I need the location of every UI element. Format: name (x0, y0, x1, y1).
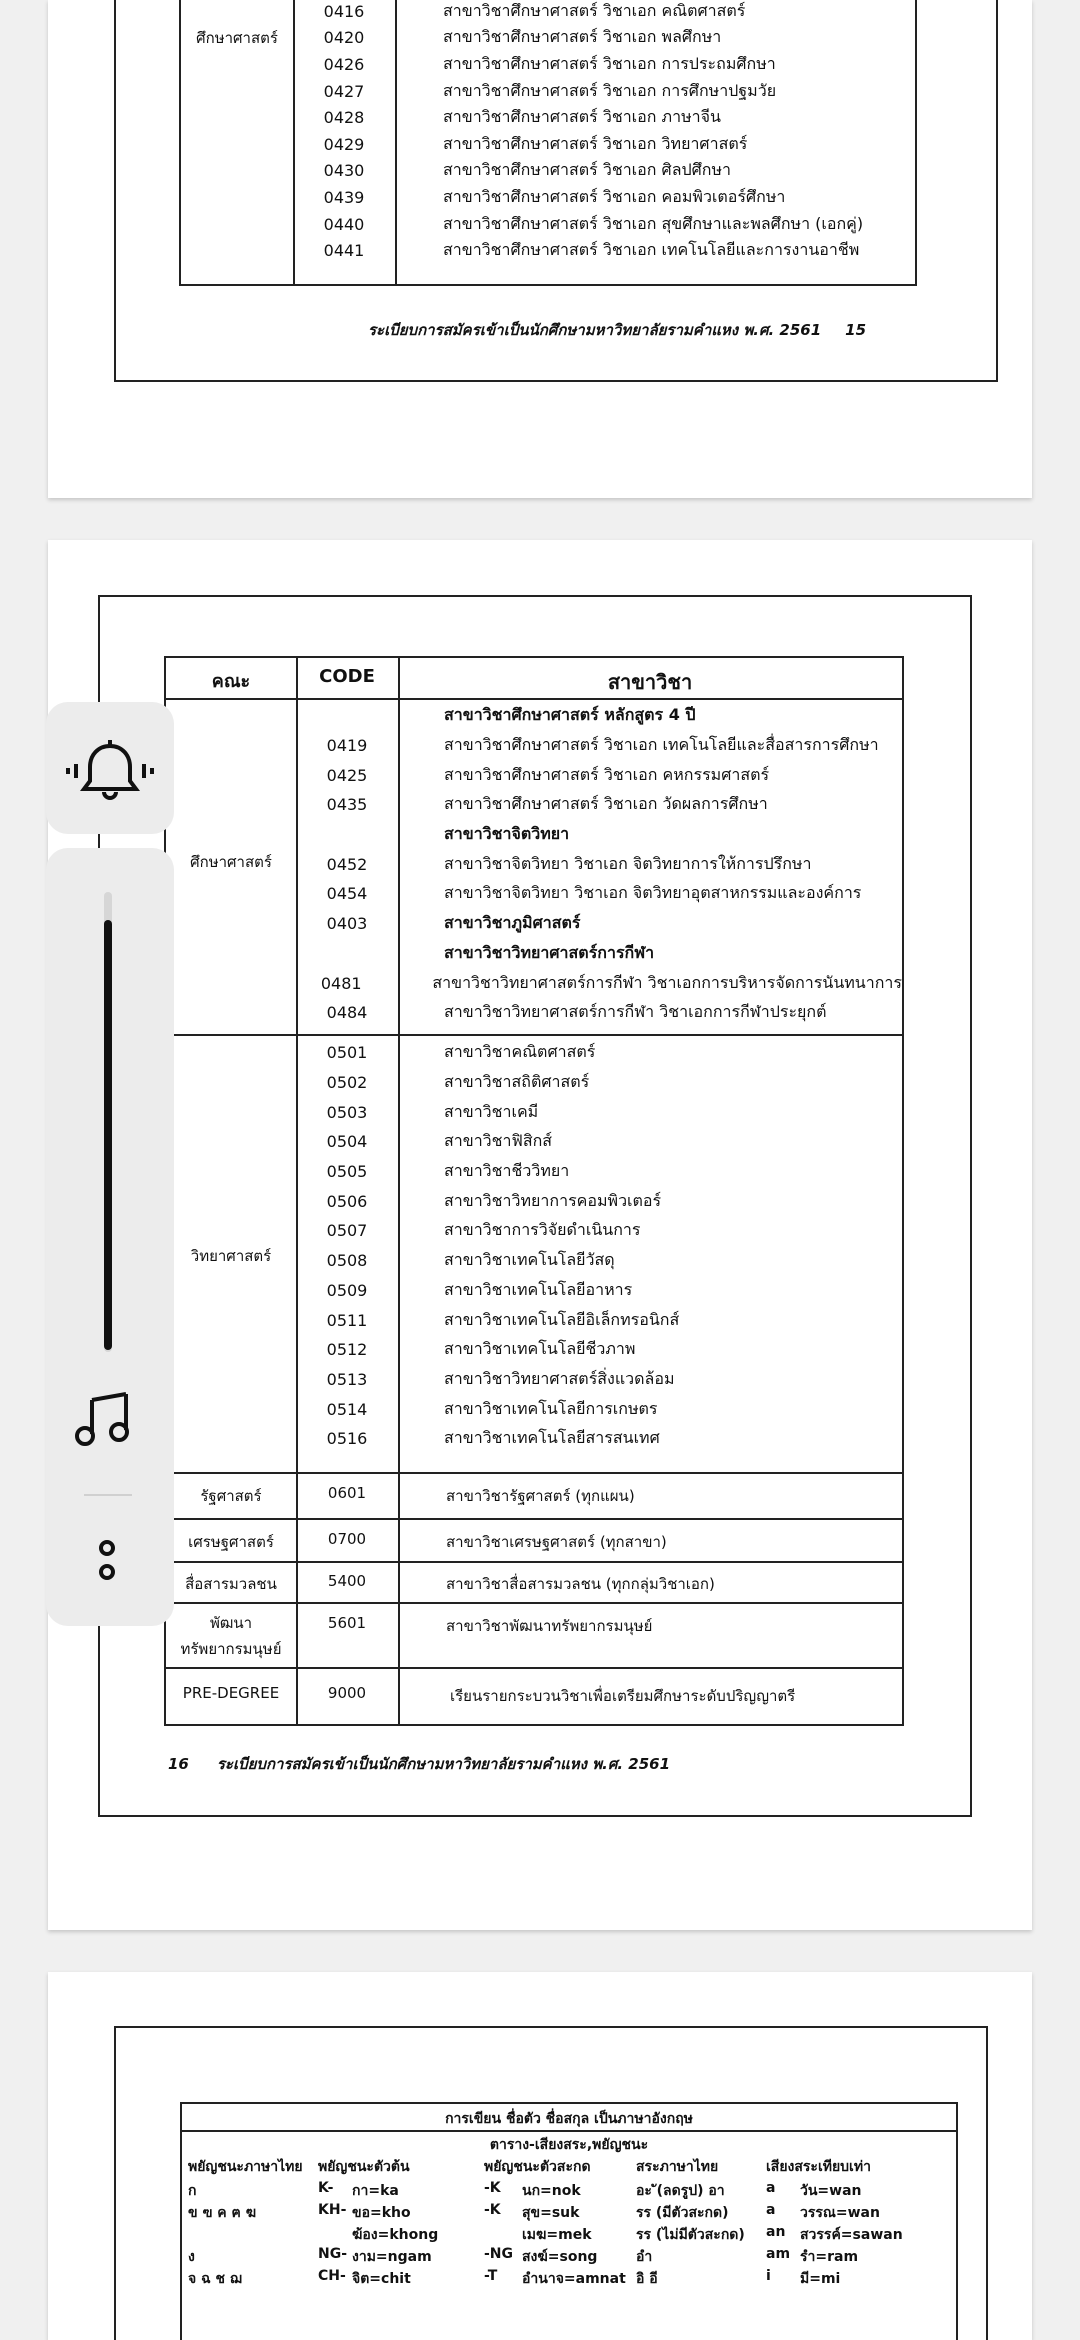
major-cell: สาขาวิชาเทคโนโลยีสารสนเทศ (444, 1428, 660, 1448)
code-cell: 0428 (323, 108, 365, 128)
code-cell: 0512 (326, 1340, 368, 1360)
major-cell: สาขาวิชาศึกษาศาสตร์ วิชาเอก เทคโนโลยีและการงานอาชีพ (443, 240, 860, 260)
code-cell: 0501 (326, 1043, 368, 1063)
table-row (296, 1097, 902, 1127)
divider (84, 1494, 132, 1496)
romanization-cell: นก=nok (522, 2183, 581, 2199)
bell-vibrate-icon (46, 702, 174, 834)
romanization-cell: K- (318, 2180, 334, 2196)
major-cell: สาขาวิชาศึกษาศาสตร์ วิชาเอก พลศึกษา (443, 27, 722, 47)
romanization-cell (188, 2224, 318, 2246)
table-row (293, 25, 915, 52)
table-row (296, 1335, 902, 1365)
major-cell: สาขาวิชาศึกษาศาสตร์ วิชาเอก ภาษาจีน (443, 107, 721, 127)
table-row (293, 0, 915, 25)
code-cell: 0504 (326, 1132, 368, 1152)
code-0700: 0700 (327, 1530, 367, 1548)
romanization-cell: a (766, 2180, 776, 2196)
romanization-cell: -NG (484, 2246, 514, 2262)
faculty-cell: ศึกษาศาสตร์ (196, 29, 278, 47)
romanization-cell: สวรรค์=sawan (800, 2227, 903, 2243)
table-row (296, 1038, 902, 1068)
major-cell: สาขาวิชาศึกษาศาสตร์ วิชาเอก การประถมศึกษา (443, 53, 776, 73)
romanization-cell: อิ อี (636, 2271, 658, 2287)
romanization-cell: รร (ไม่มีตัวสะกด) (636, 2227, 745, 2243)
table-row (296, 939, 902, 969)
code-cell: 0516 (326, 1429, 368, 1449)
table-row (296, 1424, 902, 1454)
col-vowel-equiv: เสียงสระเทียบเท่า (766, 2159, 871, 2175)
romanization-cell: วรรณ=wan (800, 2205, 880, 2221)
code-cell: 0507 (326, 1221, 368, 1241)
code-cell: 0505 (326, 1162, 368, 1182)
major-cell: สาขาวิชาเทคโนโลยีอิเล็กทรอนิกส์ (444, 1309, 680, 1329)
romanization-cell: เมฆ=mek (522, 2227, 592, 2243)
ringer-mode-button[interactable] (46, 702, 174, 834)
major-cell: สาขาวิชาเทคโนโลยีวัสดุ (444, 1250, 615, 1270)
romanization-cell: -T (484, 2268, 498, 2284)
code-5601: 5601 (327, 1614, 367, 1632)
table-row (296, 1305, 902, 1335)
table-row (188, 2202, 950, 2224)
code-cell: 0513 (326, 1369, 368, 1389)
major-cell: สาขาวิชาวิทยาศาสตร์การกีฬา วิชาเอกการบริหารจัดการนันทนาการ (432, 972, 902, 992)
table-row (296, 1394, 902, 1424)
table-row (293, 78, 915, 105)
major-cell: สาขาวิชาจิตวิทยา วิชาเอก จิตวิทยาการให้การปรึกษา (444, 853, 812, 873)
code-cell: 0439 (323, 187, 365, 207)
table-row (188, 2268, 950, 2290)
romanization-cell: อะ ั(ลดรูป) อา (636, 2183, 725, 2199)
faculty-education: ศึกษาศาสตร์ (190, 853, 272, 871)
major-cell: สาขาวิชาเทคโนโลยีการเกษตร (444, 1398, 658, 1418)
code-cell: 0508 (326, 1251, 368, 1271)
major-cell: สาขาวิชาวิทยาศาสตร์การกีฬา (444, 942, 655, 962)
major-cell: สาขาวิชาศึกษาศาสตร์ วิชาเอก สุขศึกษาและพลศึกษา (เอกคู่) (443, 213, 864, 233)
table-row (296, 1276, 902, 1306)
romanization-cell: ง (188, 2249, 195, 2265)
romanization-cell: อำนาจ=amnat (522, 2271, 626, 2287)
table-row (293, 237, 915, 264)
page15-table (179, 0, 917, 286)
col-initial: พยัญชนะตัวต้น (318, 2159, 410, 2175)
table-row (296, 968, 902, 998)
code-cell: 0441 (323, 241, 365, 261)
table-row (188, 2246, 950, 2268)
col-final: พยัญชนะตัวสะกด (484, 2159, 591, 2175)
table-row (296, 909, 902, 939)
table-row (296, 879, 902, 909)
romanization-cell: -K (484, 2202, 501, 2218)
major-cell: สาขาวิชาศึกษาศาสตร์ วิชาเอก เทคโนโลยีและสื่อสารการศึกษา (444, 735, 879, 755)
romanization-table (180, 2102, 958, 2340)
page-footer: 16 ระเบียบการสมัครเข้าเป็นนักศึกษามหาวิทยาลัยรามคำแหง พ.ศ. 2561 (168, 1755, 671, 1773)
romanization-cell: CH- (318, 2268, 346, 2284)
document-page-17 (48, 1972, 1032, 2340)
table-row (296, 849, 902, 879)
major-cell: สาขาวิชาวิทยาการคอมพิวเตอร์ (444, 1190, 662, 1210)
major-cell: สาขาวิชาศึกษาศาสตร์ วิชาเอก วัดผลการศึกษา (444, 794, 768, 814)
major-cell: สาขาวิชาศึกษาศาสตร์ วิชาเอก คอมพิวเตอร์ศึกษา (443, 186, 786, 206)
table-row (293, 158, 915, 185)
faculty-masscomm: สื่อสารมวลชน (185, 1575, 277, 1593)
majors-table (164, 656, 904, 1726)
major-cell: สาขาวิชาวิทยาศาสตร์การกีฬา วิชาเอกการกีฬาประยุกต์ (444, 1002, 827, 1022)
table-row (296, 998, 902, 1028)
code-cell: 0511 (326, 1310, 368, 1330)
col-thai-consonant: พยัญชนะภาษาไทย (188, 2159, 303, 2175)
romanization-cell: สงฆ์=song (522, 2249, 598, 2265)
code-cell: 0514 (326, 1399, 368, 1419)
volume-slider-fill[interactable] (104, 920, 112, 1350)
table-row (296, 1127, 902, 1157)
romanization-cell: กา=ka (352, 2183, 399, 2199)
table-row (296, 1186, 902, 1216)
code-cell: 0425 (326, 765, 368, 785)
faculty-science: วิทยาศาสตร์ (190, 1247, 272, 1265)
romanization-cell: วัน=wan (800, 2183, 862, 2199)
major-cell: สาขาวิชาศึกษาศาสตร์ หลักสูตร 4 ปี (444, 705, 696, 725)
table-row (296, 731, 902, 761)
table-row (188, 2224, 950, 2246)
romanization-title: การเขียน ชื่อตัว ชื่อสกุล เป็นภาษาอังกฤษ (445, 2111, 693, 2127)
col-thai-vowel: สระภาษาไทย (636, 2159, 719, 2175)
code-cell: 0416 (323, 1, 365, 21)
romanization-cell: am (766, 2246, 791, 2262)
document-page-16 (48, 540, 1032, 1930)
table-row (296, 790, 902, 820)
romanization-cell: an (766, 2224, 786, 2240)
major-cell: สาขาวิชาเคมี (444, 1101, 539, 1121)
faculty-hrd: พัฒนา ทรัพยากรมนุษย์ (180, 1614, 282, 1658)
code-cell: 0509 (326, 1280, 368, 1300)
code-5400: 5400 (327, 1572, 367, 1590)
major-hrd: สาขาวิชาพัฒนาทรัพยากรมนุษย์ (446, 1617, 653, 1635)
code-cell: 0427 (323, 81, 365, 101)
romanization-cell: ขอ=kho (352, 2205, 411, 2221)
romanization-cell (318, 2224, 352, 2246)
document-page-15 (48, 0, 1032, 498)
major-predegree: เรียนรายกระบวนวิชาเพื่อเตรียมศึกษาระดับปริญญาตรี (450, 1687, 796, 1705)
romanization-cell: ก (188, 2183, 197, 2199)
code-cell: 0481 (320, 973, 362, 993)
major-cell: สาขาวิชาจิตวิทยา วิชาเอก จิตวิทยาอุตสาหกรรมและองค์การ (444, 883, 862, 903)
major-econ: สาขาวิชาเศรษฐศาสตร์ (ทุกสาขา) (446, 1533, 667, 1551)
table-row (293, 51, 915, 78)
major-cell: สาขาวิชาเทคโนโลยีชีวภาพ (444, 1339, 636, 1359)
romanization-cell: KH- (318, 2202, 347, 2218)
romanization-cell: จิต=chit (352, 2271, 411, 2287)
major-polsci: สาขาวิชารัฐศาสตร์ (ทุกแผน) (446, 1487, 635, 1505)
code-cell: 0429 (323, 134, 365, 154)
romanization-cell: จ ฉ ช ฌ (188, 2271, 242, 2287)
music-note-icon[interactable] (70, 1390, 150, 1450)
code-cell: 0435 (326, 795, 368, 815)
romanization-cell: รำ=ram (800, 2249, 859, 2265)
table-row (293, 184, 915, 211)
major-cell: สาขาวิชาศึกษาศาสตร์ วิชาเอก ศิลปศึกษา (443, 160, 732, 180)
major-masscomm: สาขาวิชาสื่อสารมวลชน (ทุกกลุ่มวิชาเอก) (446, 1575, 715, 1593)
romanization-cell: a (766, 2202, 776, 2218)
major-cell: สาขาวิชาคณิตศาสตร์ (444, 1042, 596, 1062)
code-cell: 0506 (326, 1191, 368, 1211)
more-vertical-icon[interactable] (92, 1536, 122, 1586)
table-row (296, 1246, 902, 1276)
romanization-cell: รร (มีตัวสะกด) (636, 2205, 729, 2221)
major-cell: สาขาวิชาวิทยาศาสตร์สิ่งแวดล้อม (444, 1368, 675, 1388)
romanization-cell: i (766, 2268, 771, 2284)
major-cell: สาขาวิชาฟิสิกส์ (444, 1131, 553, 1151)
table-row (296, 1068, 902, 1098)
romanization-cell: ข ฃ ค ฅ ฆ (188, 2205, 257, 2221)
romanization-cell: NG- (318, 2246, 348, 2262)
code-cell: 0440 (323, 214, 365, 234)
header-code: CODE (319, 666, 375, 687)
table-row (296, 701, 902, 731)
code-cell: 0484 (326, 1003, 368, 1023)
table-row (293, 104, 915, 131)
major-cell: สาขาวิชาจิตวิทยา (444, 824, 570, 844)
table-row (296, 1157, 902, 1187)
code-cell: 0503 (326, 1102, 368, 1122)
major-cell: สาขาวิชาสถิติศาสตร์ (444, 1072, 590, 1092)
major-cell: สาขาวิชาศึกษาศาสตร์ วิชาเอก การศึกษาปฐมวัย (443, 80, 777, 100)
romanization-cell: อำ (636, 2249, 653, 2265)
table-row (296, 1216, 902, 1246)
page-footer: ระเบียบการสมัครเข้าเป็นนักศึกษามหาวิทยาลัยรามคำแหง พ.ศ. 2561 15 (368, 321, 867, 339)
table-row (188, 2180, 950, 2202)
table-row (293, 131, 915, 158)
major-cell: สาขาวิชาชีววิทยา (444, 1161, 570, 1181)
code-cell: 0403 (326, 914, 368, 934)
faculty-predegree: PRE-DEGREE (182, 1684, 280, 1702)
table-row (296, 1365, 902, 1395)
header-faculty: คณะ (211, 671, 251, 692)
romanization-cell (484, 2224, 522, 2246)
code-cell: 0454 (326, 884, 368, 904)
table-row (293, 211, 915, 238)
code-0601: 0601 (327, 1484, 367, 1502)
table-row (296, 760, 902, 790)
code-cell: 0420 (323, 28, 365, 48)
table-row (296, 820, 902, 850)
major-cell: สาขาวิชาเทคโนโลยีอาหาร (444, 1279, 633, 1299)
code-9000: 9000 (327, 1684, 367, 1702)
romanization-subtitle: ตาราง-เสียงสระ,พยัญชนะ (489, 2137, 649, 2153)
romanization-cell: ฆ้อง=khong (352, 2227, 439, 2243)
code-cell: 0430 (323, 161, 365, 181)
major-cell: สาขาวิชาภูมิศาสตร์ (444, 913, 581, 933)
romanization-cell: งาม=ngam (352, 2249, 432, 2265)
code-cell: 0419 (326, 736, 368, 756)
romanization-cell: -K (484, 2180, 501, 2196)
major-cell: สาขาวิชาศึกษาศาสตร์ วิชาเอก คณิตศาสตร์ (443, 0, 746, 20)
romanization-cell: สุข=suk (522, 2205, 580, 2221)
header-major: สาขาวิชา (607, 670, 693, 694)
code-cell: 0502 (326, 1073, 368, 1093)
major-cell: สาขาวิชาศึกษาศาสตร์ วิชาเอก วิทยาศาสตร์ (443, 133, 748, 153)
faculty-polsci: รัฐศาสตร์ (200, 1487, 262, 1505)
faculty-econ: เศรษฐศาสตร์ (188, 1533, 274, 1551)
code-cell: 0452 (326, 854, 368, 874)
code-cell: 0426 (323, 54, 365, 74)
major-cell: สาขาวิชาการวิจัยดำเนินการ (444, 1220, 641, 1240)
major-cell: สาขาวิชาศึกษาศาสตร์ วิชาเอก คหกรรมศาสตร์ (444, 764, 770, 784)
romanization-cell: มี=mi (800, 2271, 841, 2287)
